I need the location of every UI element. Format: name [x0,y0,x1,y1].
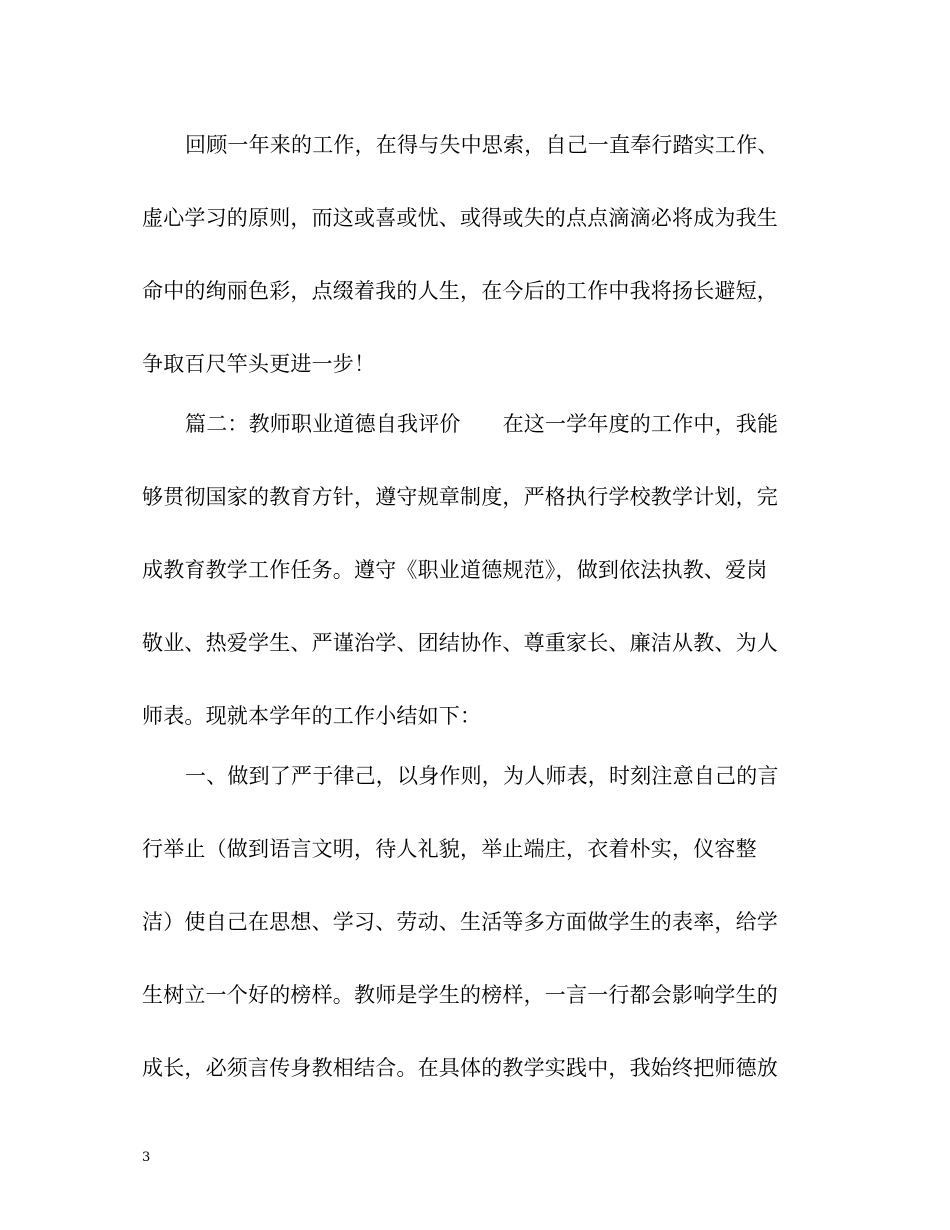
paragraph-line: 回顾一年来的工作，在得与失中思索，自己一直奉行踏实工作、 [185,133,779,157]
paragraph-line: 师表。现就本学年的工作小结如下： [142,704,482,728]
section-heading-line [185,409,794,439]
paragraph-line: 命中的绚丽色彩，点缀着我的人生，在今后的工作中我将扬长避短， [142,279,778,303]
paragraph-line: 够贯彻国家的教育方针，遵守规章制度，严格执行学校教学计划，完 [142,485,778,509]
paragraph-line: 成教育教学工作任务。遵守《职业道德规范》，做到依法执教、爱岗 [142,558,768,582]
page-number: 3 [142,1150,151,1165]
paragraph-line: 争取百尺竿头更进一步！ [142,352,376,376]
paragraph-line: 行举止（做到语言文明，待人礼貌，举止端庄，衣着朴实，仪容整 [142,837,757,861]
paragraph-line: 敬业、热爱学生、严谨治学、团结协作、尊重家长、廉洁从教、为人 [142,631,778,655]
paragraph-text: 在这一学年度的工作中，我能 [502,412,779,436]
paragraph-line: 一、做到了严于律己，以身作则，为人师表，时刻注意自己的言 [185,764,779,788]
paragraph-line: 虚心学习的原则，而这或喜或忧、或得或失的点点滴滴必将成为我生 [142,206,778,230]
paragraph-line: 洁）使自己在思想、学习、劳动、生活等多方面做学生的表率，给学 [142,910,778,934]
paragraph-line: 成长，必须言传身教相结合。在具体的教学实践中，我始终把师德放 [142,1056,778,1080]
paragraph-line: 生树立一个好的榜样。教师是学生的榜样，一言一行都会影响学生的 [142,983,778,1007]
section-heading: 篇二：教师职业道德自我评价 [185,412,461,436]
